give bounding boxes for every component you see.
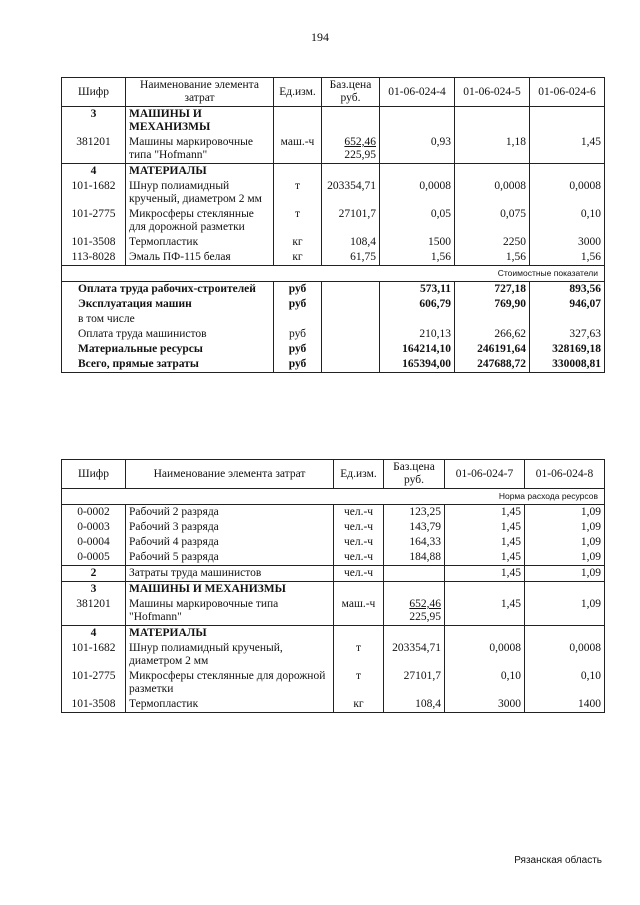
table-cell: 2 — [62, 566, 126, 582]
table-cell — [322, 357, 380, 373]
table-cell: кг — [334, 697, 384, 713]
table-cell: 4 — [62, 626, 126, 642]
table-cell — [322, 107, 380, 136]
table-cell: 573,11 — [380, 282, 455, 298]
table-row — [62, 550, 605, 566]
table-cell: Затраты труда машинистов — [126, 566, 334, 582]
table-cell — [274, 107, 322, 136]
table-cell: 1,56 — [380, 250, 455, 266]
table-cell: 1,45 — [445, 597, 525, 626]
table-cell: Машины маркировочные типа "Hofmann" — [126, 135, 274, 164]
table-cell: 1,45 — [530, 135, 605, 164]
table-cell: 1,18 — [455, 135, 530, 164]
table-cell: руб — [274, 357, 322, 373]
table-cell — [530, 312, 605, 327]
total-row — [62, 297, 605, 312]
table-cell: МАШИНЫ И МЕХАНИЗМЫ — [126, 582, 334, 598]
table-cell: 0,10 — [445, 669, 525, 697]
section-row — [62, 582, 605, 598]
table-cell — [384, 582, 445, 598]
table-cell: 769,90 — [455, 297, 530, 312]
section-row — [62, 626, 605, 642]
table-row — [62, 250, 605, 266]
table-cell — [322, 282, 380, 298]
table-cell: 3000 — [530, 235, 605, 250]
table-cell: 101-2775 — [62, 207, 126, 235]
table-row — [62, 697, 605, 713]
table-cell: 266,62 — [455, 327, 530, 342]
table-cell — [322, 327, 380, 342]
table-row — [62, 207, 605, 235]
table-cell: руб — [274, 342, 322, 357]
table-row — [62, 520, 605, 535]
table-cell — [384, 566, 445, 582]
cost-label: Стоимостные показатели — [62, 266, 605, 282]
table-cell: 652,46 — [409, 598, 441, 610]
table-cell — [380, 107, 455, 136]
footer-region: Рязанская область — [514, 855, 602, 866]
table-cell: 108,4 — [384, 697, 445, 713]
table-cell: 1400 — [525, 697, 605, 713]
table-cell: 4 — [62, 164, 126, 180]
table-cell — [322, 135, 380, 164]
page-number: 194 — [311, 30, 329, 44]
table-cell — [380, 164, 455, 180]
table-cell: 606,79 — [380, 297, 455, 312]
table-cell: 0,0008 — [380, 179, 455, 207]
header-code: Шифр — [62, 78, 126, 107]
table-row — [62, 135, 605, 164]
table-cell: 210,13 — [380, 327, 455, 342]
table-cell: 0-0002 — [62, 505, 126, 521]
table-cell: чел.-ч — [334, 535, 384, 550]
table-cell: Микросферы стеклянные для дорожной разметки — [126, 669, 334, 697]
table-cell: чел.-ч — [334, 505, 384, 521]
table-cell — [322, 164, 380, 180]
table-cell: Рабочий 4 разряда — [126, 535, 334, 550]
table-cell: 381201 — [62, 135, 126, 164]
section-row — [62, 164, 605, 180]
table-cell — [445, 582, 525, 598]
table-cell: 164214,10 — [380, 342, 455, 357]
table-cell: Оплата труда рабочих-строителей — [62, 282, 274, 298]
table-row — [62, 566, 605, 582]
section-title: МАШИНЫ И МЕХАНИЗМЫ — [126, 107, 274, 136]
table-cell — [322, 312, 380, 327]
table-cell — [334, 626, 384, 642]
table-cell: Рабочий 3 разряда — [126, 520, 334, 535]
table-cell: Всего, прямые затраты — [62, 357, 274, 373]
norm-label-row — [62, 489, 605, 505]
table-cell: 1,45 — [445, 566, 525, 582]
table-cell: Эксплуатация машин — [62, 297, 274, 312]
resource-table-1 — [61, 77, 605, 373]
table-cell: Термопластик — [126, 235, 274, 250]
table-cell: 1,45 — [445, 550, 525, 566]
table-cell: 0,075 — [455, 207, 530, 235]
table-cell — [274, 312, 322, 327]
table-cell: Термопластик — [126, 697, 334, 713]
table-cell: т — [274, 179, 322, 207]
table-cell: 1500 — [380, 235, 455, 250]
table-cell: 101-1682 — [62, 641, 126, 669]
table-cell: т — [334, 641, 384, 669]
table-cell: Шнур полиамидный крученый, диаметром 2 мм — [126, 179, 274, 207]
table-cell — [455, 107, 530, 136]
table-cell: 0,05 — [380, 207, 455, 235]
table-cell — [322, 342, 380, 357]
table-cell: 165394,00 — [380, 357, 455, 373]
table-cell: кг — [274, 235, 322, 250]
table-cell: 0,93 — [380, 135, 455, 164]
table-cell: маш.-ч — [274, 135, 322, 164]
table-cell: 1,09 — [525, 550, 605, 566]
table-cell: 946,07 — [530, 297, 605, 312]
table-row — [62, 597, 605, 626]
table-cell: чел.-ч — [334, 566, 384, 582]
header-code: Шифр — [62, 460, 126, 489]
table-cell: 0-0005 — [62, 550, 126, 566]
table-cell: 203354,71 — [322, 179, 380, 207]
table-cell: МАТЕРИАЛЫ — [126, 164, 274, 180]
table-cell: 1,09 — [525, 520, 605, 535]
table-cell — [455, 312, 530, 327]
table-cell: 61,75 — [322, 250, 380, 266]
table-cell — [322, 297, 380, 312]
table-cell: руб — [274, 282, 322, 298]
table-cell: т — [274, 207, 322, 235]
table-cell: 893,56 — [530, 282, 605, 298]
table-cell: 0,0008 — [455, 179, 530, 207]
table-cell: 1,45 — [445, 535, 525, 550]
header-name: Наименование элемента затрат — [126, 78, 274, 107]
table-cell — [525, 626, 605, 642]
table-cell — [445, 626, 525, 642]
table-cell — [384, 626, 445, 642]
table-cell: Рабочий 5 разряда — [126, 550, 334, 566]
total-row — [62, 312, 605, 327]
table-cell: 0-0003 — [62, 520, 126, 535]
header-col-6: 01-06-024-6 — [530, 78, 605, 107]
table-cell: 184,88 — [384, 550, 445, 566]
section-code: 3 — [62, 107, 126, 136]
table-cell: МАТЕРИАЛЫ — [126, 626, 334, 642]
table-row — [62, 505, 605, 521]
header-col-8: 01-06-024-8 — [525, 460, 605, 489]
table-cell: Микросферы стеклянные для дорожной разметки — [126, 207, 274, 235]
table-row — [62, 235, 605, 250]
table-cell: 113-8028 — [62, 250, 126, 266]
table-cell: 1,45 — [445, 505, 525, 521]
table-header-row — [62, 78, 605, 107]
header-unit: Ед.изм. — [274, 78, 322, 107]
table-cell: Эмаль ПФ-115 белая — [126, 250, 274, 266]
table-cell — [530, 107, 605, 136]
table-row — [62, 641, 605, 669]
table-cell: 27101,7 — [322, 207, 380, 235]
total-row — [62, 282, 605, 298]
table-cell: в том числе — [62, 312, 274, 327]
table-cell — [455, 164, 530, 180]
resource-table-2 — [61, 459, 605, 713]
table-cell: 164,33 — [384, 535, 445, 550]
table-cell: Рабочий 2 разряда — [126, 505, 334, 521]
table-cell: 0,0008 — [530, 179, 605, 207]
table-cell: 1,09 — [525, 535, 605, 550]
table-cell: 381201 — [62, 597, 126, 626]
table-cell: 330008,81 — [530, 357, 605, 373]
total-row — [62, 327, 605, 342]
header-col-5: 01-06-024-5 — [455, 78, 530, 107]
table-cell: кг — [274, 250, 322, 266]
table-cell: 0,0008 — [525, 641, 605, 669]
table-cell: 101-2775 — [62, 669, 126, 697]
table-cell: чел.-ч — [334, 550, 384, 566]
header-name: Наименование элемента затрат — [126, 460, 334, 489]
header-price: Баз.цена руб. — [384, 460, 445, 489]
table-row — [62, 179, 605, 207]
table-cell: 1,09 — [525, 597, 605, 626]
total-row — [62, 342, 605, 357]
norm-label: Норма расхода ресурсов — [62, 489, 605, 505]
table-cell: 727,18 — [455, 282, 530, 298]
table-cell: 2250 — [455, 235, 530, 250]
table-cell: Оплата труда машинистов — [62, 327, 274, 342]
table-cell: 27101,7 — [384, 669, 445, 697]
table-cell: чел.-ч — [334, 520, 384, 535]
table-cell: 1,09 — [525, 566, 605, 582]
table-cell: 3000 — [445, 697, 525, 713]
table-cell: 1,56 — [455, 250, 530, 266]
table-cell: 108,4 — [322, 235, 380, 250]
table-cell: 1,45 — [445, 520, 525, 535]
table-cell: 247688,72 — [455, 357, 530, 373]
table-cell — [274, 164, 322, 180]
header-col-4: 01-06-024-4 — [380, 78, 455, 107]
table-cell: руб — [274, 327, 322, 342]
table-cell: 652,46 — [344, 136, 376, 148]
table-cell: 327,63 — [530, 327, 605, 342]
table-cell: 0-0004 — [62, 535, 126, 550]
table-cell: Шнур полиамидный крученый, диаметром 2 мм — [126, 641, 334, 669]
table-cell: т — [334, 669, 384, 697]
header-col-7: 01-06-024-7 — [445, 460, 525, 489]
table-cell: 123,25 — [384, 505, 445, 521]
table-cell: 101-3508 — [62, 697, 126, 713]
table-cell: Материальные ресурсы — [62, 342, 274, 357]
table-cell: 0,0008 — [445, 641, 525, 669]
cost-label-row — [62, 266, 605, 282]
table-row — [62, 669, 605, 697]
table-cell: 1,09 — [525, 505, 605, 521]
table-cell: 203354,71 — [384, 641, 445, 669]
table-cell — [525, 582, 605, 598]
total-row — [62, 357, 605, 373]
table-cell: 0,10 — [530, 207, 605, 235]
table-cell: Машины маркировочные типа "Hofmann" — [126, 597, 334, 626]
table-cell: маш.-ч — [334, 597, 384, 626]
table-cell: 0,10 — [525, 669, 605, 697]
header-price: Баз.цена руб. — [322, 78, 380, 107]
table-cell — [384, 597, 445, 626]
table-cell — [334, 582, 384, 598]
section-row — [62, 107, 605, 136]
header-unit: Ед.изм. — [334, 460, 384, 489]
table-cell — [380, 312, 455, 327]
table-cell: 328169,18 — [530, 342, 605, 357]
table-row — [62, 535, 605, 550]
table-cell: 143,79 — [384, 520, 445, 535]
table-cell: руб — [274, 297, 322, 312]
table-cell: 225,95 — [344, 149, 376, 161]
table-cell: 101-1682 — [62, 179, 126, 207]
table-cell — [530, 164, 605, 180]
table-cell: 3 — [62, 582, 126, 598]
table-cell: 1,56 — [530, 250, 605, 266]
table-cell: 246191,64 — [455, 342, 530, 357]
table-cell: 101-3508 — [62, 235, 126, 250]
table-cell: 225,95 — [409, 611, 441, 623]
table-header-row — [62, 460, 605, 489]
